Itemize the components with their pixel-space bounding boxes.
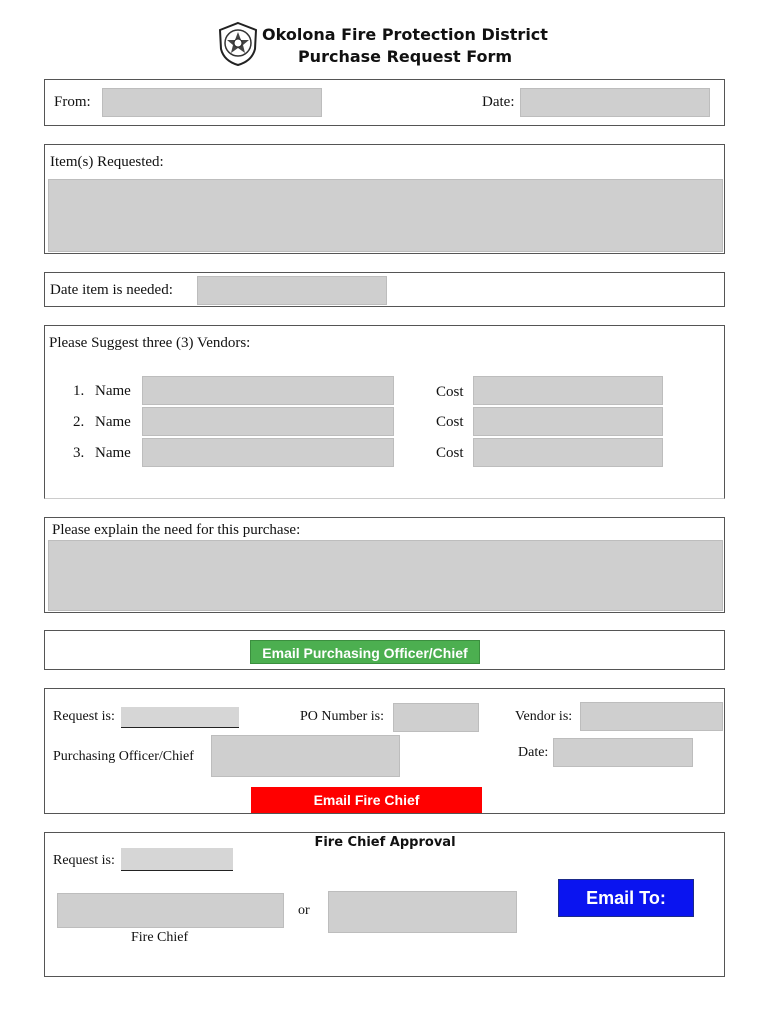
vendor-2-cost-field[interactable] [473,407,663,436]
vendor-row-3-name-label: Name [95,445,131,461]
vendors-title: Please Suggest three (3) Vendors: [49,335,251,351]
officer-request-label: Request is: [53,709,115,724]
email-to-button[interactable]: Email To: [558,879,694,917]
officer-chief-label: Purchasing Officer/Chief [53,749,194,764]
fire-chief-label: Fire Chief [131,930,189,945]
email-officer-section [44,630,725,670]
chief-signature-field[interactable] [57,893,284,928]
vendor-1-name-field[interactable] [142,376,394,405]
date-label: Date: [482,94,515,110]
chief-alternate-field[interactable] [328,891,517,933]
officer-section [44,688,725,814]
vendor-3-cost-field[interactable] [473,438,663,467]
email-officer-button[interactable]: Email Purchasing Officer/Chief [250,640,480,664]
chief-approval-title: Fire Chief Approval [314,835,456,850]
vendor-2-name-field[interactable] [142,407,394,436]
vendors-section [44,325,725,499]
explain-section [44,517,725,613]
vendor-row-2-num: 2. [73,414,85,430]
po-number-label: PO Number is: [300,709,384,724]
explain-field[interactable] [48,540,723,611]
from-label: From: [54,94,91,110]
vendor-row-2-name-label: Name [95,414,131,430]
officer-request-line[interactable] [121,707,239,728]
chief-section [44,832,725,977]
from-section [44,79,725,126]
chief-request-line[interactable] [121,848,233,871]
po-number-field[interactable] [393,703,479,732]
vendor-row-3-num: 3. [73,445,85,461]
officer-signature-field[interactable] [211,735,400,777]
date-field[interactable] [520,88,710,117]
vendor-row-2-cost-label: Cost [436,414,464,430]
email-fire-chief-button[interactable]: Email Fire Chief [251,787,482,813]
chief-request-label: Request is: [53,853,115,868]
officer-date-field[interactable] [553,738,693,767]
vendor-is-label: Vendor is: [515,709,573,724]
date-needed-label: Date item is needed: [50,282,173,298]
items-section [44,144,725,254]
header-title: Okolona Fire Protection District [262,25,548,44]
items-field[interactable] [48,179,723,252]
vendor-3-name-field[interactable] [142,438,394,467]
items-label: Item(s) Requested: [50,154,164,170]
from-field[interactable] [102,88,322,117]
district-logo [216,21,260,67]
vendor-is-field[interactable] [580,702,723,731]
date-needed-field[interactable] [197,276,387,305]
vendor-row-1-cost-label: Cost [436,384,464,400]
or-label: or [298,903,310,918]
fire-badge-icon [216,21,260,67]
header-subtitle: Purchase Request Form [297,47,513,66]
vendor-row-1-name-label: Name [95,383,131,399]
explain-label: Please explain the need for this purchase: [52,522,301,538]
vendor-row-1-num: 1. [73,383,85,399]
date-needed-section [44,272,725,307]
vendor-1-cost-field[interactable] [473,376,663,405]
officer-date-label: Date: [518,745,549,760]
vendor-row-3-cost-label: Cost [436,445,464,461]
